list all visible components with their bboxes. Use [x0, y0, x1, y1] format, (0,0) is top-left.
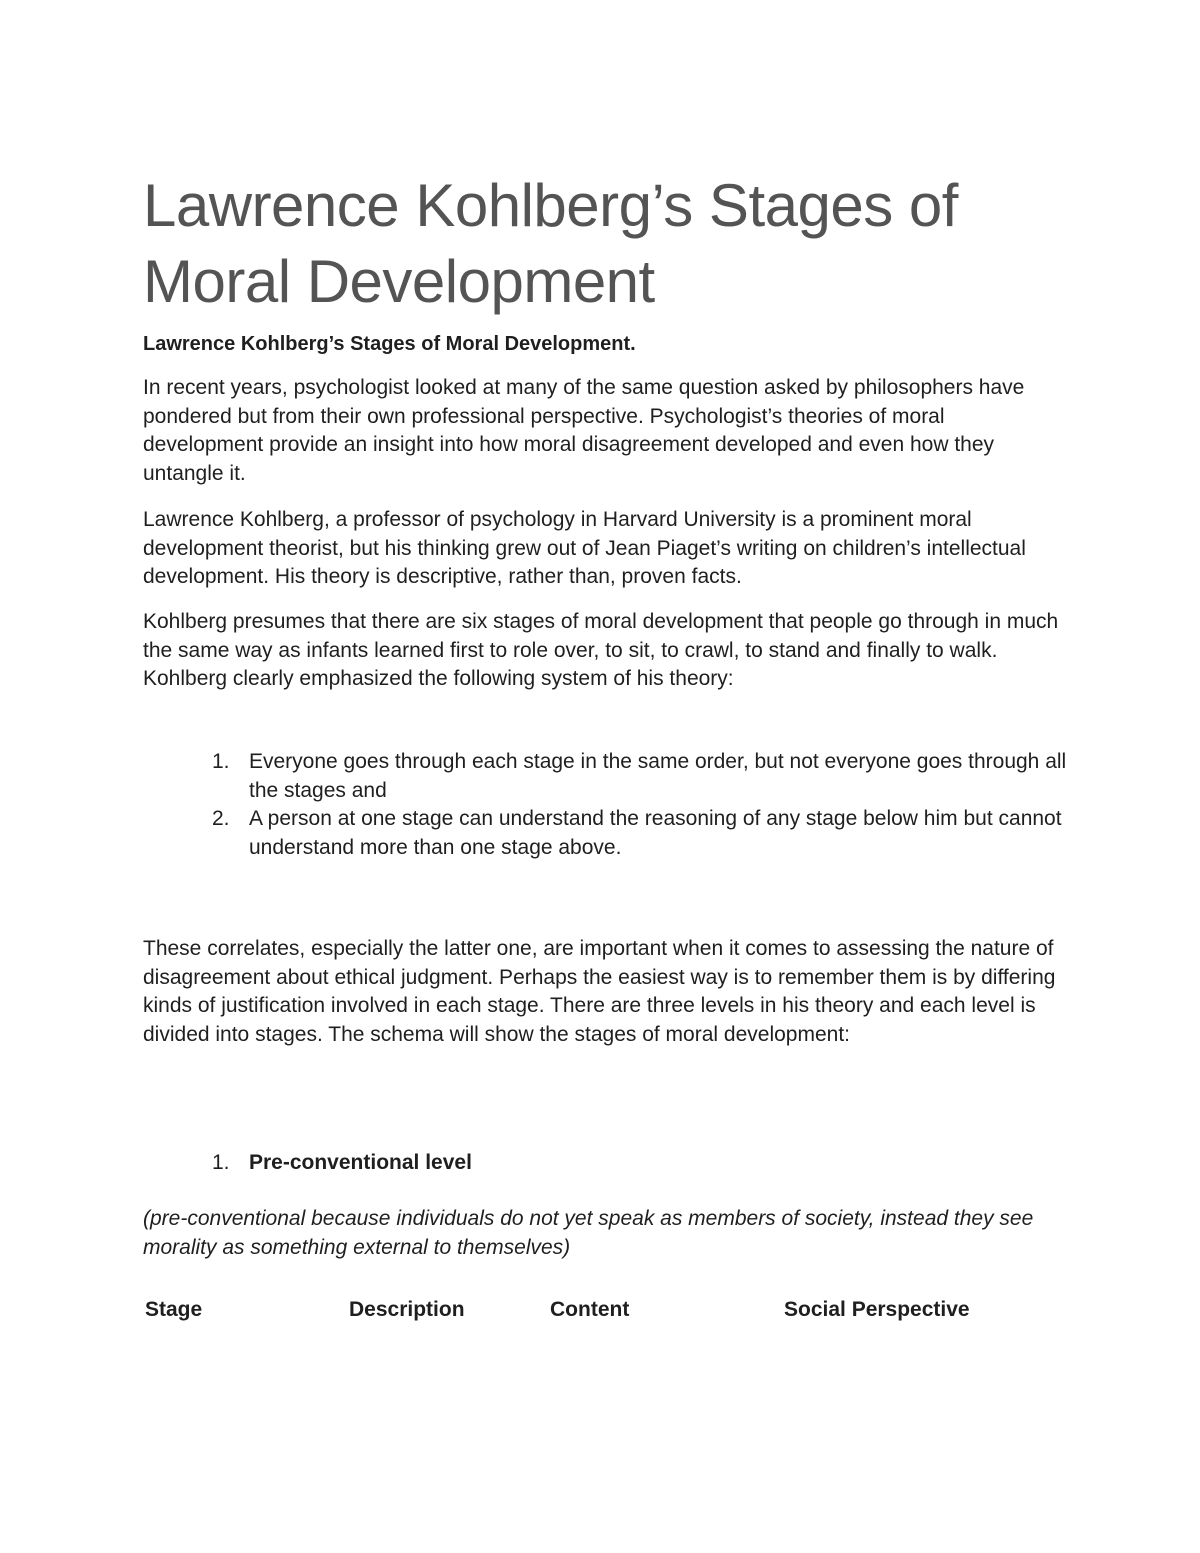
system-list: [212, 748, 1072, 862]
column-header-description: Description: [349, 1298, 465, 1321]
list-item-text: Everyone goes through each stage in the same order, but not everyone goes through all the stages and: [249, 750, 1067, 802]
list-item-text: A person at one stage can understand the reasoning of any stage below him but cannot understand more than one stage above.: [249, 807, 1062, 859]
level-note: (pre-conventional because individuals do not yet speak as members of society, instead they see morality as something external to themselves): [143, 1207, 1034, 1259]
paragraph-correlates: These correlates, especially the latter one, are important when it comes to assessing the nature of disagreement about ethical judgment. Perhaps the easiest way is to remember them is by differing kinds of justification involved in each stage. There are three levels in his theory and each level is divided into stages. The schema will show the stages of moral development:: [143, 937, 1056, 1046]
list-number: 2.: [212, 807, 230, 830]
paragraph-kohlberg-bio: Lawrence Kohlberg, a professor of psychology in Harvard University is a prominent moral development theorist, but his thinking grew out of Jean Piaget’s writing on children’s intellectual development. His theory is descriptive, rather than, proven facts.: [143, 508, 1026, 588]
paragraph-six-stages: Kohlberg presumes that there are six stages of moral development that people go through in much the same way as infants learned first to role over, to sit, to crawl, to stand and finally to walk. Kohlberg clearly emphasized the following system of his theory:: [143, 610, 1059, 690]
level-heading: Pre-conventional level: [249, 1151, 472, 1174]
list-item: [212, 748, 1072, 805]
list-number: 1.: [212, 1151, 230, 1174]
level-list: [212, 1149, 1072, 1178]
paragraph-intro: In recent years, psychologist looked at many of the same question asked by philosophers have pondered but from their own professional perspective. Psychologist’s theories of moral development provide an insight into how moral disagreement developed and even how they untangle it.: [143, 376, 1025, 485]
column-header-content: Content: [550, 1298, 630, 1321]
stage-table-header: [143, 1298, 1043, 1328]
list-item: [212, 1149, 1072, 1178]
column-header-stage: Stage: [145, 1298, 203, 1321]
document-subheading: Lawrence Kohlberg’s Stages of Moral Development.: [143, 333, 636, 355]
document-title: Lawrence Kohlberg’s Stages of Moral Development: [143, 172, 958, 315]
list-item: [212, 805, 1072, 862]
column-header-social-perspective: Social Perspective: [784, 1298, 970, 1321]
list-number: 1.: [212, 750, 230, 773]
